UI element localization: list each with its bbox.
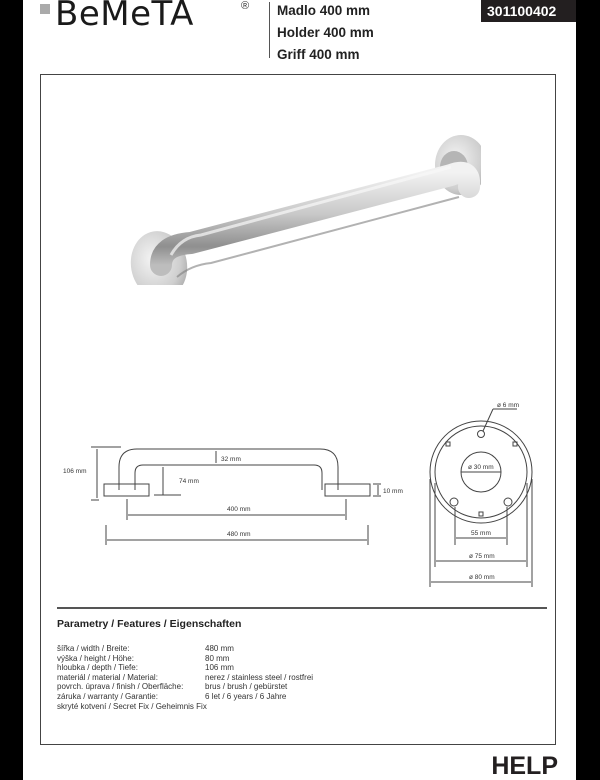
spec-value: 6 let / 6 years / 6 Jahre	[205, 691, 287, 701]
dim-center-spacing: 400 mm	[227, 506, 251, 513]
header-divider	[269, 2, 270, 58]
spec-label: skryté kotvení / Secret Fix / Geheimnis Fix	[57, 701, 207, 711]
registered-mark: ®	[241, 0, 250, 12]
spec-value: brus / brush / gebürstet	[205, 682, 288, 692]
dim-inner-diameter: ø 75 mm	[469, 553, 495, 560]
spec-label: výška / height / Höhe:	[57, 653, 134, 663]
title-de: Griff 400 mm	[277, 47, 360, 62]
dim-hole-spacing: 55 mm	[471, 530, 491, 537]
spec-row	[57, 673, 313, 683]
section-divider	[57, 607, 547, 609]
spec-label: záruka / warranty / Garantie:	[57, 691, 158, 701]
spec-row	[57, 654, 313, 664]
spec-row	[57, 663, 313, 673]
spec-value: 80 mm	[205, 653, 230, 663]
title-en: Holder 400 mm	[277, 25, 374, 40]
spec-label: hloubka / depth / Tiefe:	[57, 663, 138, 673]
spec-row	[57, 692, 313, 702]
spec-row	[57, 644, 313, 654]
dim-tube-diameter: 32 mm	[221, 456, 241, 463]
collection-name: HELP	[491, 752, 558, 780]
spec-value: nerez / stainless steel / rostfrei	[205, 672, 314, 682]
dim-outer-diameter: ø 80 mm	[469, 574, 495, 581]
brand-logo: BeMeTA	[55, 0, 194, 34]
spec-label: šířka / width / Breite:	[57, 644, 130, 653]
spec-row	[57, 682, 313, 692]
product-titles	[277, 0, 374, 66]
product-code-badge: 301100402	[481, 0, 576, 22]
title-cz: Madlo 400 mm	[277, 3, 371, 18]
technical-drawing	[41, 75, 557, 605]
spec-row	[57, 702, 313, 712]
features-table	[57, 644, 313, 711]
dim-inner-clearance: 74 mm	[179, 478, 199, 485]
dim-overall-width: 480 mm	[227, 531, 251, 538]
dim-rosette-thickness: 10 mm	[383, 488, 403, 495]
spec-label: povrch. úprava / finish / Oberfläche:	[57, 682, 184, 692]
spec-value: 480 mm	[205, 644, 234, 653]
spec-label: materiál / material / Material:	[57, 672, 158, 682]
logo-square-icon	[40, 4, 50, 14]
datasheet-page	[23, 0, 576, 780]
dim-total-depth: 106 mm	[63, 468, 87, 475]
features-heading: Parametry / Features / Eigenschaften	[57, 618, 242, 630]
spec-value: 106 mm	[205, 663, 234, 673]
product-frame	[40, 74, 556, 745]
dim-hole-diameter: ø 6 mm	[497, 402, 520, 409]
dim-center-diameter: ø 30 mm	[468, 464, 494, 471]
